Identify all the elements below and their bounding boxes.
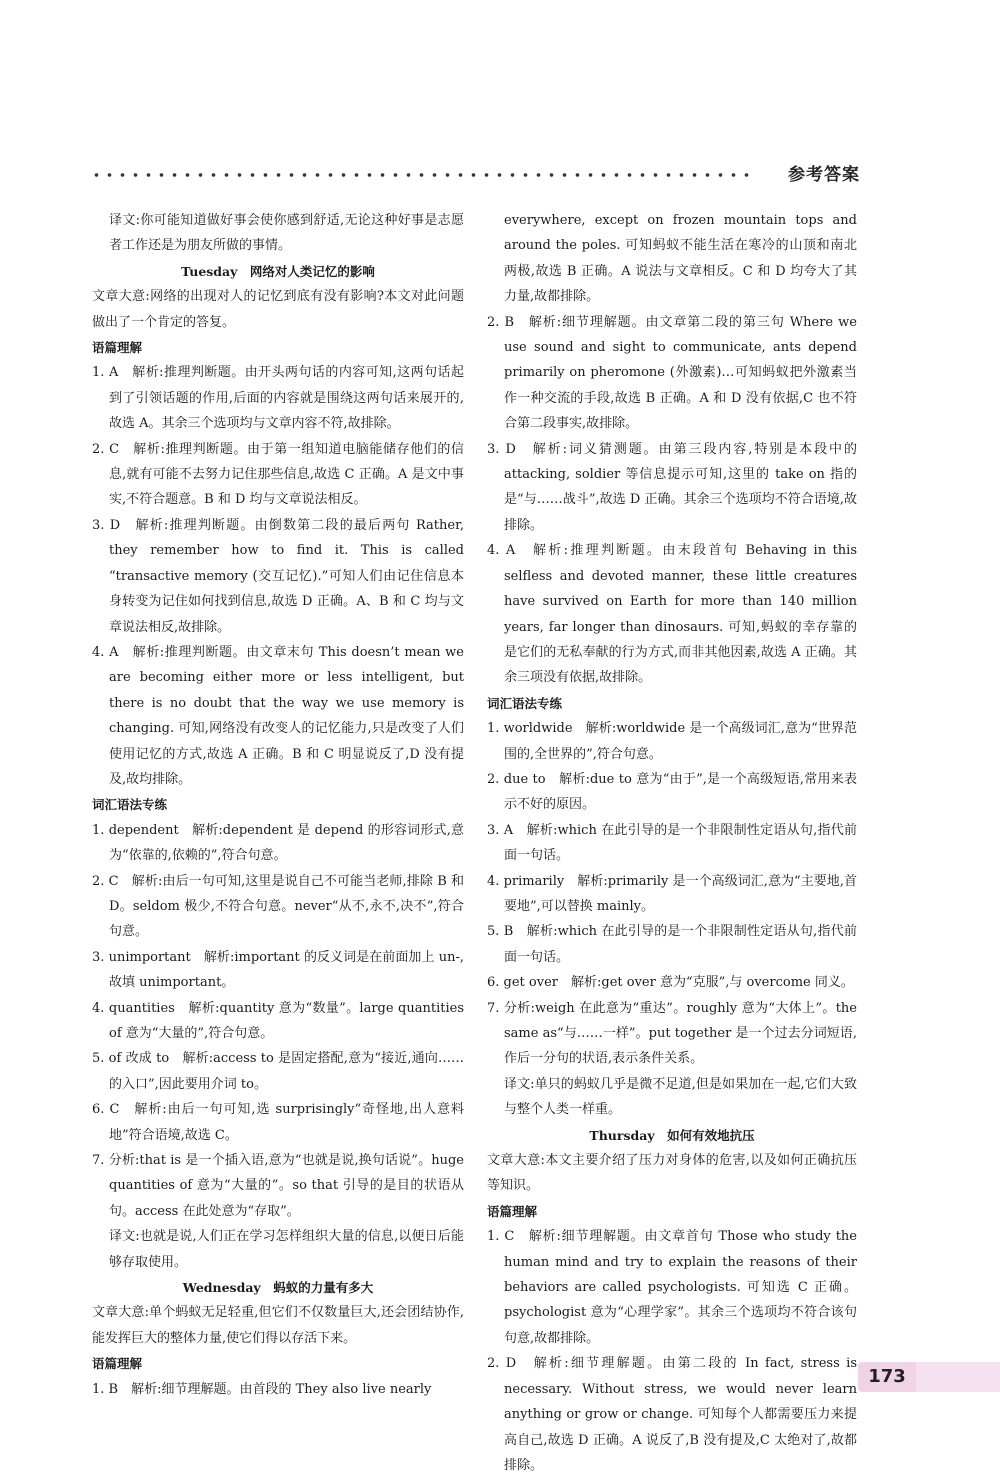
answer-item: 4. A 解析:推理判断题。由末段首句 Behaving in this selfless and devoted manner, these little creatures have survived on Earth for more than 140 million years, far longer than dinosaurs. 可知,蚂蚁的幸存靠的是它们的无私奉献的行为方式,而非其他因素,故选 A 正确。其余三项没有依据,故排除。 [487,543,857,686]
paragraph: 译文:你可能知道做好事会使你感到舒适,无论这种好事是志愿者工作还是为朋友所做的事情。 [109,213,464,254]
answer-item: 1. C 解析:细节理解题。由文章首句 Those who study the human mind and try to explain the reasons of their behaviors are called psychologists. 可知选 C 正确。psychologist 意为“心理学家”。其余三个选项均不符合该句句意,故都排除。 [487,1229,857,1346]
answer-item: 3. D 解析:推理判断题。由倒数第二段的最后两句 Rather, they remember how to find it. This is called “transactive memory (交互记忆).”可知人们由记住信息本身转变为记住如何找到信息,故选 D 正确。A、B 和 C 均与文章说法相反,故排除。 [92,517,464,635]
answer-item: 5. B 解析:which 在此引导的是一个非限制性定语从句,指代前面一句话。 [487,924,857,965]
answer-item: 6. C 解析:由后一句可知,选 surprisingly“奇怪地,出人意料地”符合语境,故选 C。 [92,1102,464,1143]
paragraph: 文章大意:网络的出现对人的记忆到底有没有影响?本文对此问题做出了一个肯定的答复。 [92,289,464,330]
answer-item: 3. A 解析:which 在此引导的是一个非限制性定语从句,指代前面一句话。 [487,822,857,864]
answer-item: 4. primarily 解析:primarily 是一个高级词汇,意为“主要地,首要地”,可以替换 mainly。 [487,873,857,914]
answer-item: 2. B 解析:细节理解题。由文章第二段的第三句 Where we use sound and sight to communicate, ants depend primarily on pheromone (外激素)…可知蚂蚁把外激素当作一种交流的手段,故选 B 正确。A 和 D 没有依据,C 也不符合第二段事实,故排除。 [487,314,857,432]
answer-item: 4. quantities 解析:quantity 意为“数量”。large quantities of 意为“大量的”,符合句意。 [92,1000,464,1041]
right-column [487,208,857,1478]
paragraph: 译文:单只的蚂蚁几乎是微不足道,但是如果加在一起,它们大致与整个人类一样重。 [504,1076,857,1118]
section-heading: 语篇理解 [487,1203,538,1219]
answer-item: 2. due to 解析:due to 意为“由于”,是一个高级短语,常用来表示不好的原因。 [487,771,857,813]
answer-item: 7. 分析:weigh 在此意为“重达”。roughly 意为“大体上”。the same as“与……一样”。put together 是一个过去分词短语,作后一分句的状语,表示条件关系。 [487,1000,857,1067]
watermark-logo [828,1384,988,1434]
left-column [92,208,464,1402]
section-heading: 语篇理解 [92,1356,143,1372]
answer-item: 3. D 解析:词义猜测题。由第三段内容,特别是本段中的 attacking, soldier 等信息提示可知,这里的 take on 指的是“与……战斗”,故选 D 正确。其余三个选项均不符合语境,故排除。 [487,441,857,533]
day-heading: Wednesday 蚂蚁的力量有多大 [182,1280,374,1296]
answer-item: 2. C 解析:推理判断题。由于第一组知道电脑能储存他们的信息,就有可能不去努力记住那些信息,故选 C 正确。A 是文中事实,不符合题意。B 和 D 均与文章说法相反。 [92,441,464,508]
paragraph: everywhere, except on frozen mountain tops and around the poles. 可知蚂蚁不能生活在寒冷的山顶和南北两极,故选 B 正确。A 说法与文章相反。C 和 D 均夸大了其力量,故都排除。 [504,213,857,305]
answer-item: 2. C 解析:由后一句可知,这里是说自己不可能当老师,排除 B 和 D。seldom 极少,不符合句意。never“从不,永不,决不”,符合句意。 [92,873,464,940]
section-heading: 语篇理解 [92,340,143,356]
section-heading: 词汇语法专练 [487,695,563,711]
page-number: 173 [858,1362,916,1392]
section-heading: 词汇语法专练 [92,797,168,813]
answer-item: 1. A 解析:推理判断题。由开头两句话的内容可知,这两句话起到了引领话题的作用,后面的内容就是围绕这两句话来展开的,故选 A。其余三个选项均与文章内容不符,故排除。 [92,365,464,432]
day-heading: Thursday 如何有效地抗压 [589,1127,755,1143]
paragraph: 译文:也就是说,人们正在学习怎样组织大量的信息,以便日后能够存取使用。 [109,1229,464,1270]
answer-item: 7. 分析:that is 是一个插入语,意为“也就是说,换句话说”。huge quantities of 意为“大量的”。so that 引导的是目的状语从句。access 在此处意为“存取”。 [92,1153,464,1219]
answer-item: 1. worldwide 解析:worldwide 是一个高级词汇,意为“世界范围的,全世界的”,符合句意。 [487,721,857,762]
paragraph: 文章大意:单个蚂蚁无足轻重,但它们不仅数量巨大,还会团结协作,能发挥巨大的整体力量,使它们得以存活下来。 [92,1305,464,1346]
answer-item: 5. of 改成 to 解析:access to 是固定搭配,意为“接近,通向……的入口”,因此要用介词 to。 [92,1051,464,1092]
answer-item: 2. D 解析:细节理解题。由第二段的 In fact, stress is necessary. Without stress, we would never learn anything or grow or change. 可知每个人都需要压力来提高自己,故选 D 正确。A 说反了,B 没有提及,C 太绝对了,故都排除。 [487,1356,857,1473]
dotted-rule [90,172,750,178]
page-header [90,160,860,184]
answer-item: 3. unimportant 解析:important 的反义词是在前面加上 un-,故填 unimportant。 [92,949,464,991]
answer-item: 1. B 解析:细节理解题。由首段的 They also live nearly [92,1381,432,1397]
paragraph: 文章大意:本文主要介绍了压力对身体的危害,以及如何正确抗压等知识。 [487,1153,857,1194]
answer-item: 6. get over 解析:get over 意为“克服”,与 overcome 同义。 [487,975,854,991]
day-heading: Tuesday 网络对人类记忆的影响 [181,263,375,279]
answer-item: 1. dependent 解析:dependent 是 depend 的形容词形式,意为“依靠的,依赖的”,符合句意。 [92,822,464,864]
header-title: 参考答案 [788,165,860,185]
answer-item: 4. A 解析:推理判断题。由文章末句 This doesn’t mean we are becoming either more or less intelligent, but there is no doubt that the way we use memory is changing. 可知,网络没有改变人的记忆能力,只是改变了人们使用记忆的方式,故选 A 正确。B 和 C 明显说反了,D 没有提及,故均排除。 [92,644,464,787]
